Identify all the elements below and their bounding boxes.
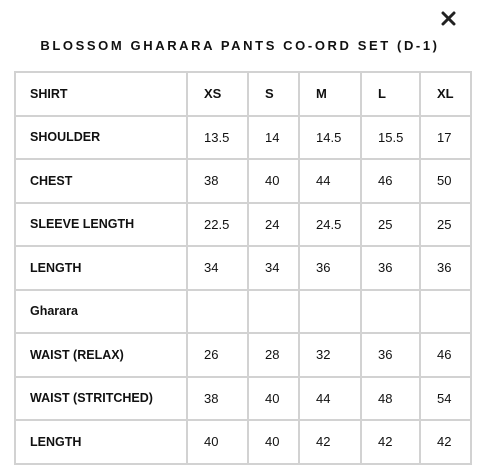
header-cell-s: S bbox=[249, 73, 300, 117]
table-cell: 26 bbox=[188, 334, 249, 378]
table-cell: 34 bbox=[188, 247, 249, 291]
row-label: SHOULDER bbox=[16, 117, 188, 161]
table-cell bbox=[421, 291, 472, 335]
table-row bbox=[16, 291, 472, 335]
size-chart-table bbox=[14, 71, 472, 465]
header-cell-m: M bbox=[300, 73, 362, 117]
close-button[interactable] bbox=[438, 8, 458, 28]
table-cell: 46 bbox=[362, 160, 421, 204]
header-cell-xl: XL bbox=[421, 73, 472, 117]
page-title: BLOSSOM GHARARA PANTS CO-ORD SET (D-1) bbox=[40, 38, 440, 53]
table-cell: 17 bbox=[421, 117, 472, 161]
table-cell bbox=[188, 291, 249, 335]
table-cell: 54 bbox=[421, 378, 472, 422]
table-cell: 42 bbox=[421, 421, 472, 465]
table-row bbox=[16, 117, 472, 161]
table-cell: 44 bbox=[300, 160, 362, 204]
table-cell: 36 bbox=[300, 247, 362, 291]
table-cell: 38 bbox=[188, 378, 249, 422]
table-cell: 48 bbox=[362, 378, 421, 422]
table-cell: 40 bbox=[249, 160, 300, 204]
table-cell: 50 bbox=[421, 160, 472, 204]
table-cell: 44 bbox=[300, 378, 362, 422]
table-cell: 25 bbox=[421, 204, 472, 248]
table-cell: 34 bbox=[249, 247, 300, 291]
table-cell: 13.5 bbox=[188, 117, 249, 161]
table-row bbox=[16, 421, 472, 465]
table-cell: 14 bbox=[249, 117, 300, 161]
table-cell: 38 bbox=[188, 160, 249, 204]
table-cell: 40 bbox=[249, 378, 300, 422]
table-cell: 24 bbox=[249, 204, 300, 248]
table-cell: 14.5 bbox=[300, 117, 362, 161]
table-header-row bbox=[16, 73, 472, 117]
row-label: LENGTH bbox=[16, 247, 188, 291]
header-cell-l: L bbox=[362, 73, 421, 117]
table-row bbox=[16, 247, 472, 291]
table-cell: 36 bbox=[362, 334, 421, 378]
table-row bbox=[16, 204, 472, 248]
table-cell: 15.5 bbox=[362, 117, 421, 161]
table-cell: 40 bbox=[188, 421, 249, 465]
row-label: SLEEVE LENGTH bbox=[16, 204, 188, 248]
table-cell: 24.5 bbox=[300, 204, 362, 248]
header-cell-section: SHIRT bbox=[16, 73, 188, 117]
table-cell bbox=[362, 291, 421, 335]
table-cell bbox=[249, 291, 300, 335]
table-cell: 42 bbox=[362, 421, 421, 465]
table-cell: 36 bbox=[362, 247, 421, 291]
table-cell: 32 bbox=[300, 334, 362, 378]
table-cell: 25 bbox=[362, 204, 421, 248]
table-cell bbox=[300, 291, 362, 335]
row-label: Gharara bbox=[16, 291, 188, 335]
table-cell: 36 bbox=[421, 247, 472, 291]
row-label: WAIST (RELAX) bbox=[16, 334, 188, 378]
row-label: LENGTH bbox=[16, 421, 188, 465]
row-label: CHEST bbox=[16, 160, 188, 204]
table-cell: 42 bbox=[300, 421, 362, 465]
table-cell: 40 bbox=[249, 421, 300, 465]
table-cell: 22.5 bbox=[188, 204, 249, 248]
table-row bbox=[16, 160, 472, 204]
close-icon bbox=[441, 11, 456, 26]
table-row bbox=[16, 378, 472, 422]
header-cell-xs: XS bbox=[188, 73, 249, 117]
row-label: WAIST (STRITCHED) bbox=[16, 378, 188, 422]
table-cell: 28 bbox=[249, 334, 300, 378]
table-cell: 46 bbox=[421, 334, 472, 378]
table-row bbox=[16, 334, 472, 378]
